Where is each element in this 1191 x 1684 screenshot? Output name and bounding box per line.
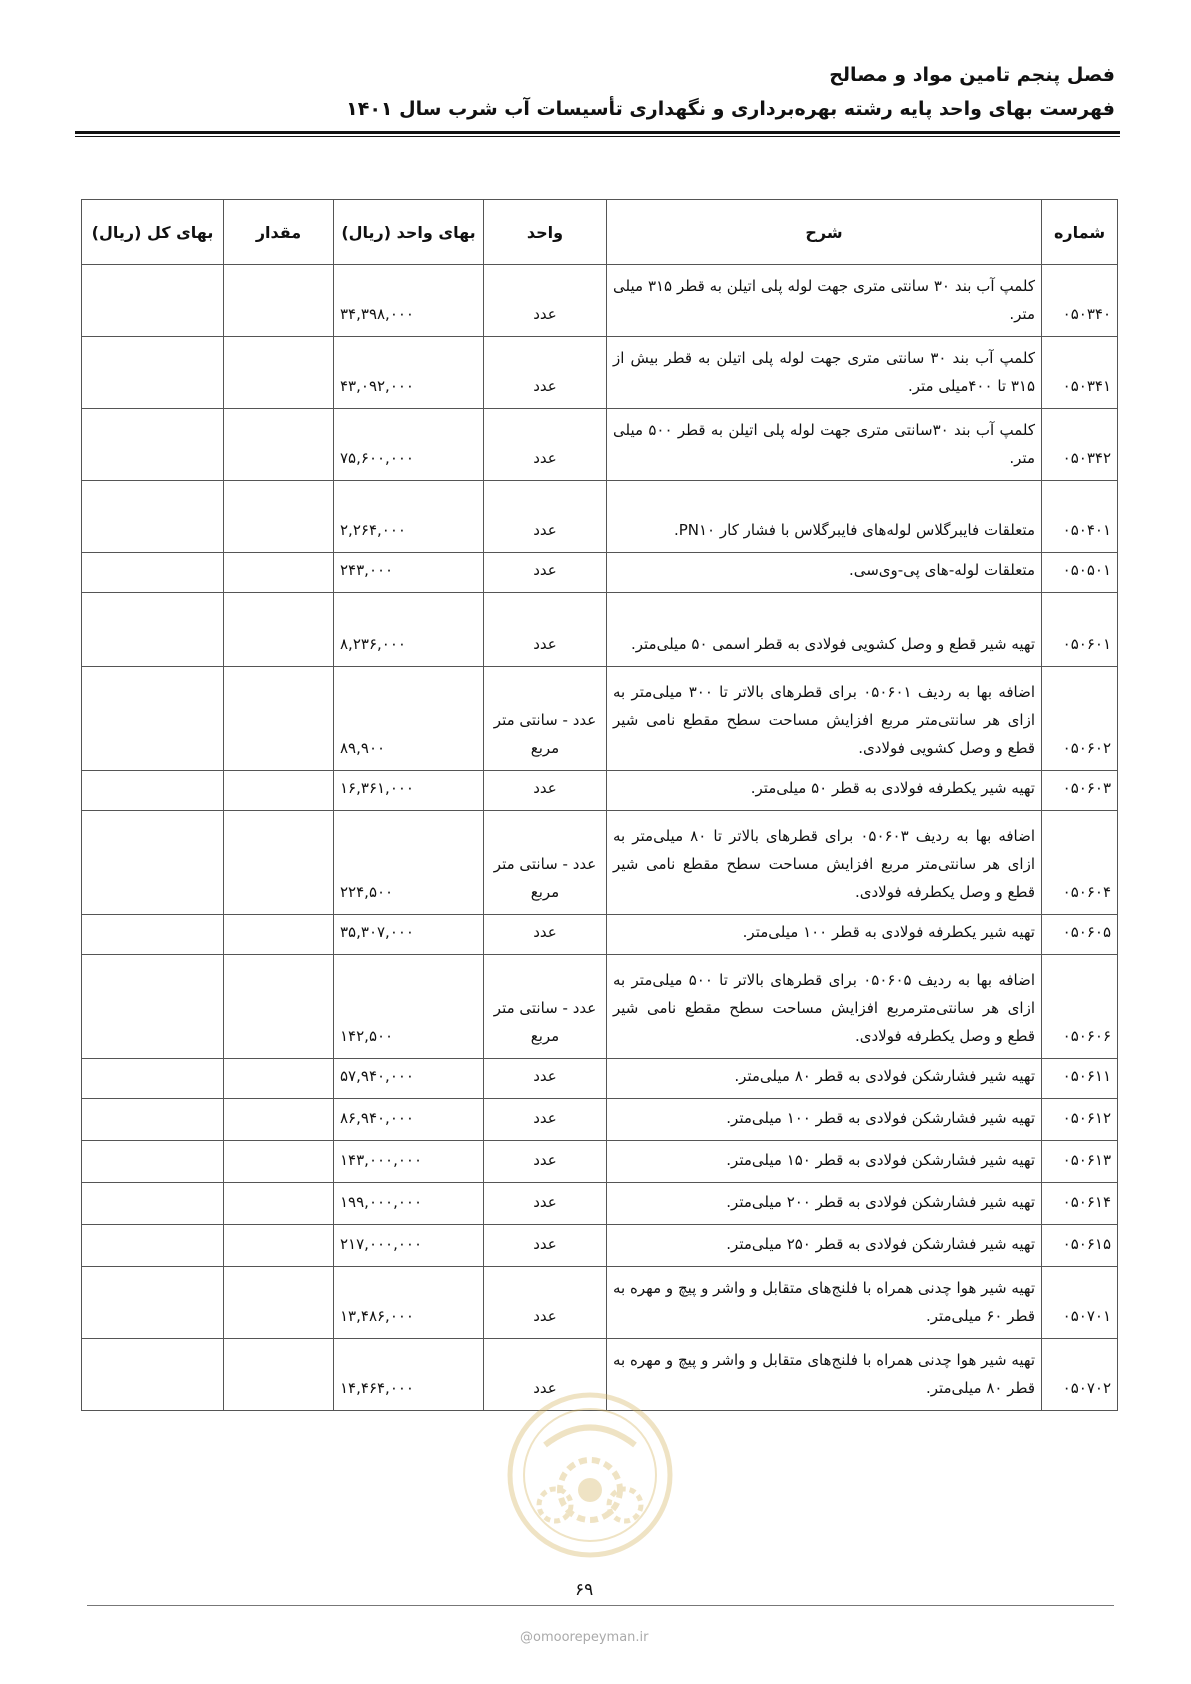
row-unit: عدد bbox=[484, 915, 607, 955]
row-number: ۰۵۰۶۱۱ bbox=[1042, 1059, 1118, 1099]
row-description: تهیه شیر فشارشکن فولادی به قطر ۲۰۰ میلی‌متر. bbox=[607, 1183, 1042, 1225]
table-row bbox=[82, 1267, 1118, 1339]
table-row bbox=[82, 955, 1118, 1059]
row-quantity bbox=[224, 667, 334, 771]
row-description: تهیه شیر فشارشکن فولادی به قطر ۸۰ میلی‌متر. bbox=[607, 1059, 1042, 1099]
page-number: ۶۹ bbox=[575, 1580, 594, 1600]
row-quantity bbox=[224, 1267, 334, 1339]
row-number: ۰۵۰۶۰۴ bbox=[1042, 811, 1118, 915]
row-unit: عدد bbox=[484, 265, 607, 337]
row-unit: عدد bbox=[484, 337, 607, 409]
row-description: تهیه شیر فشارشکن فولادی به قطر ۲۵۰ میلی‌متر. bbox=[607, 1225, 1042, 1267]
row-description: تهیه شیر یکطرفه فولادی به قطر ۱۰۰ میلی‌متر. bbox=[607, 915, 1042, 955]
row-unit-price: ۳۵,۳۰۷,۰۰۰ bbox=[334, 915, 484, 955]
row-total-price bbox=[82, 1059, 224, 1099]
document-title: فهرست بهای واحد پایه رشته بهره‌برداری و نگهداری تأسیسات آب شرب سال ۱۴۰۱ bbox=[346, 98, 1115, 120]
table-row bbox=[82, 1099, 1118, 1141]
row-description: تهیه شیر یکطرفه فولادی به قطر ۵۰ میلی‌متر. bbox=[607, 771, 1042, 811]
row-total-price bbox=[82, 811, 224, 915]
row-description: متعلقات لوله-های پی-وی‌سی. bbox=[607, 553, 1042, 593]
row-description: اضافه بها به ردیف ۰۵۰۶۰۱ برای قطرهای بالاتر تا ۳۰۰ میلی‌متر به ازای هر سانتی‌متر مربع افزایش مساحت سطح مقطع نامی شیر قطع و وصل کشویی فولادی. bbox=[607, 667, 1042, 771]
table-row bbox=[82, 1183, 1118, 1225]
table-row bbox=[82, 667, 1118, 771]
row-quantity bbox=[224, 481, 334, 553]
site-watermark: @omoorepeyman.ir bbox=[520, 1630, 649, 1645]
row-quantity bbox=[224, 1225, 334, 1267]
row-unit: عدد bbox=[484, 1099, 607, 1141]
row-unit: عدد bbox=[484, 1225, 607, 1267]
row-quantity bbox=[224, 553, 334, 593]
header-rule-thin bbox=[75, 136, 1120, 137]
table-row bbox=[82, 771, 1118, 811]
row-unit: عدد bbox=[484, 1267, 607, 1339]
row-unit-price: ۴۳,۰۹۲,۰۰۰ bbox=[334, 337, 484, 409]
row-number: ۰۵۰۶۰۶ bbox=[1042, 955, 1118, 1059]
table-row bbox=[82, 811, 1118, 915]
row-unit-price: ۱۴,۴۶۴,۰۰۰ bbox=[334, 1339, 484, 1411]
row-number: ۰۵۰۶۰۱ bbox=[1042, 593, 1118, 667]
chapter-title: فصل پنجم تامین مواد و مصالح bbox=[829, 64, 1115, 86]
row-number: ۰۵۰۷۰۲ bbox=[1042, 1339, 1118, 1411]
row-unit: عدد bbox=[484, 1059, 607, 1099]
row-quantity bbox=[224, 265, 334, 337]
row-description: کلمپ آب بند ۳۰سانتی متری جهت لوله پلی اتیلن به قطر ۵۰۰ میلی متر. bbox=[607, 409, 1042, 481]
row-description: اضافه بها به ردیف ۰۵۰۶۰۳ برای قطرهای بالاتر تا ۸۰ میلی‌متر به ازای هر سانتی‌متر مربع افزایش مساحت سطح مقطع نامی شیر قطع و وصل یکطرفه فولادی. bbox=[607, 811, 1042, 915]
row-unit-price: ۲۴۳,۰۰۰ bbox=[334, 553, 484, 593]
row-quantity bbox=[224, 1059, 334, 1099]
column-header-quantity: مقدار bbox=[224, 200, 334, 265]
row-unit: عدد bbox=[484, 409, 607, 481]
row-unit-price: ۸,۲۳۶,۰۰۰ bbox=[334, 593, 484, 667]
table-header-row bbox=[82, 200, 1118, 265]
column-header-number: شماره bbox=[1042, 200, 1118, 265]
page-header bbox=[65, 58, 1115, 126]
row-number: ۰۵۰۳۴۰ bbox=[1042, 265, 1118, 337]
table-row bbox=[82, 593, 1118, 667]
table-row bbox=[82, 553, 1118, 593]
row-number: ۰۵۰۶۰۳ bbox=[1042, 771, 1118, 811]
row-total-price bbox=[82, 1225, 224, 1267]
table-row bbox=[82, 1059, 1118, 1099]
watermark-seal bbox=[505, 1390, 675, 1560]
row-total-price bbox=[82, 553, 224, 593]
column-header-total-price: بهای کل (ریال) bbox=[82, 200, 224, 265]
row-quantity bbox=[224, 771, 334, 811]
row-total-price bbox=[82, 1267, 224, 1339]
row-quantity bbox=[224, 409, 334, 481]
row-unit-price: ۲,۲۶۴,۰۰۰ bbox=[334, 481, 484, 553]
row-quantity bbox=[224, 337, 334, 409]
row-number: ۰۵۰۶۱۳ bbox=[1042, 1141, 1118, 1183]
row-number: ۰۵۰۶۱۲ bbox=[1042, 1099, 1118, 1141]
row-total-price bbox=[82, 265, 224, 337]
row-description: تهیه شیر قطع و وصل کشویی فولادی به قطر اسمی ۵۰ میلی‌متر. bbox=[607, 593, 1042, 667]
table-row bbox=[82, 337, 1118, 409]
row-description: متعلقات فایبرگلاس لوله‌های فایبرگلاس با فشار کار PN۱۰. bbox=[607, 481, 1042, 553]
row-number: ۰۵۰۶۱۵ bbox=[1042, 1225, 1118, 1267]
column-header-unit-price: بهای واحد (ریال) bbox=[334, 200, 484, 265]
row-total-price bbox=[82, 337, 224, 409]
row-total-price bbox=[82, 771, 224, 811]
price-table bbox=[81, 199, 1118, 1411]
table-row bbox=[82, 915, 1118, 955]
row-total-price bbox=[82, 1141, 224, 1183]
column-header-description: شرح bbox=[607, 200, 1042, 265]
row-number: ۰۵۰۵۰۱ bbox=[1042, 553, 1118, 593]
row-unit: عدد bbox=[484, 593, 607, 667]
row-unit: عدد bbox=[484, 481, 607, 553]
row-description: کلمپ آب بند ۳۰ سانتی متری جهت لوله پلی اتیلن به قطر بیش از ۳۱۵ تا ۴۰۰میلی متر. bbox=[607, 337, 1042, 409]
row-quantity bbox=[224, 1099, 334, 1141]
row-unit: عدد bbox=[484, 771, 607, 811]
row-description: تهیه شیر فشارشکن فولادی به قطر ۱۵۰ میلی‌متر. bbox=[607, 1141, 1042, 1183]
row-number: ۰۵۰۴۰۱ bbox=[1042, 481, 1118, 553]
column-header-unit: واحد bbox=[484, 200, 607, 265]
row-unit-price: ۳۴,۳۹۸,۰۰۰ bbox=[334, 265, 484, 337]
row-unit-price: ۱۴۲,۵۰۰ bbox=[334, 955, 484, 1059]
row-total-price bbox=[82, 1339, 224, 1411]
row-unit-price: ۲۱۷,۰۰۰,۰۰۰ bbox=[334, 1225, 484, 1267]
row-quantity bbox=[224, 1183, 334, 1225]
row-unit-price: ۱۶,۳۶۱,۰۰۰ bbox=[334, 771, 484, 811]
table-body bbox=[82, 265, 1118, 1411]
row-unit: عدد bbox=[484, 1141, 607, 1183]
table-row bbox=[82, 481, 1118, 553]
row-unit-price: ۷۵,۶۰۰,۰۰۰ bbox=[334, 409, 484, 481]
row-unit: عدد bbox=[484, 1183, 607, 1225]
row-total-price bbox=[82, 667, 224, 771]
row-unit-price: ۲۲۴,۵۰۰ bbox=[334, 811, 484, 915]
row-description: کلمپ آب بند ۳۰ سانتی متری جهت لوله پلی اتیلن به قطر ۳۱۵ میلی متر. bbox=[607, 265, 1042, 337]
row-quantity bbox=[224, 1141, 334, 1183]
row-number: ۰۵۰۷۰۱ bbox=[1042, 1267, 1118, 1339]
row-total-price bbox=[82, 955, 224, 1059]
row-unit: عدد - سانتی متر مربع bbox=[484, 667, 607, 771]
row-total-price bbox=[82, 593, 224, 667]
row-unit-price: ۸۹,۹۰۰ bbox=[334, 667, 484, 771]
row-quantity bbox=[224, 955, 334, 1059]
row-unit-price: ۱۳,۴۸۶,۰۰۰ bbox=[334, 1267, 484, 1339]
row-quantity bbox=[224, 593, 334, 667]
row-unit: عدد bbox=[484, 1339, 607, 1411]
row-unit: عدد - سانتی متر مربع bbox=[484, 955, 607, 1059]
table-row bbox=[82, 409, 1118, 481]
table-row bbox=[82, 1225, 1118, 1267]
header-rule-thick bbox=[75, 131, 1120, 134]
row-unit-price: ۱۹۹,۰۰۰,۰۰۰ bbox=[334, 1183, 484, 1225]
row-unit-price: ۱۴۳,۰۰۰,۰۰۰ bbox=[334, 1141, 484, 1183]
row-quantity bbox=[224, 1339, 334, 1411]
row-unit: عدد - سانتی متر مربع bbox=[484, 811, 607, 915]
table-row bbox=[82, 1141, 1118, 1183]
row-number: ۰۵۰۶۰۵ bbox=[1042, 915, 1118, 955]
row-number: ۰۵۰۳۴۱ bbox=[1042, 337, 1118, 409]
row-quantity bbox=[224, 811, 334, 915]
row-number: ۰۵۰۶۱۴ bbox=[1042, 1183, 1118, 1225]
row-unit: عدد bbox=[484, 553, 607, 593]
row-total-price bbox=[82, 915, 224, 955]
row-unit-price: ۸۶,۹۴۰,۰۰۰ bbox=[334, 1099, 484, 1141]
row-description: تهیه شیر هوا چدنی همراه با فلنج‌های متقابل و واشر و پیچ و مهره به قطر ۶۰ میلی‌متر. bbox=[607, 1267, 1042, 1339]
row-description: تهیه شیر هوا چدنی همراه با فلنج‌های متقابل و واشر و پیچ و مهره به قطر ۸۰ میلی‌متر. bbox=[607, 1339, 1042, 1411]
table-row bbox=[82, 265, 1118, 337]
row-quantity bbox=[224, 915, 334, 955]
row-number: ۰۵۰۳۴۲ bbox=[1042, 409, 1118, 481]
row-unit-price: ۵۷,۹۴۰,۰۰۰ bbox=[334, 1059, 484, 1099]
row-description: تهیه شیر فشارشکن فولادی به قطر ۱۰۰ میلی‌متر. bbox=[607, 1099, 1042, 1141]
row-total-price bbox=[82, 481, 224, 553]
footer-rule bbox=[87, 1605, 1114, 1606]
row-total-price bbox=[82, 1099, 224, 1141]
row-description: اضافه بها به ردیف ۰۵۰۶۰۵ برای قطرهای بالاتر تا ۵۰۰ میلی‌متر به ازای هر سانتی‌مترمربع افزایش مساحت سطح مقطع نامی شیر قطع و وصل یکطرفه فولادی. bbox=[607, 955, 1042, 1059]
row-number: ۰۵۰۶۰۲ bbox=[1042, 667, 1118, 771]
row-total-price bbox=[82, 409, 224, 481]
row-total-price bbox=[82, 1183, 224, 1225]
